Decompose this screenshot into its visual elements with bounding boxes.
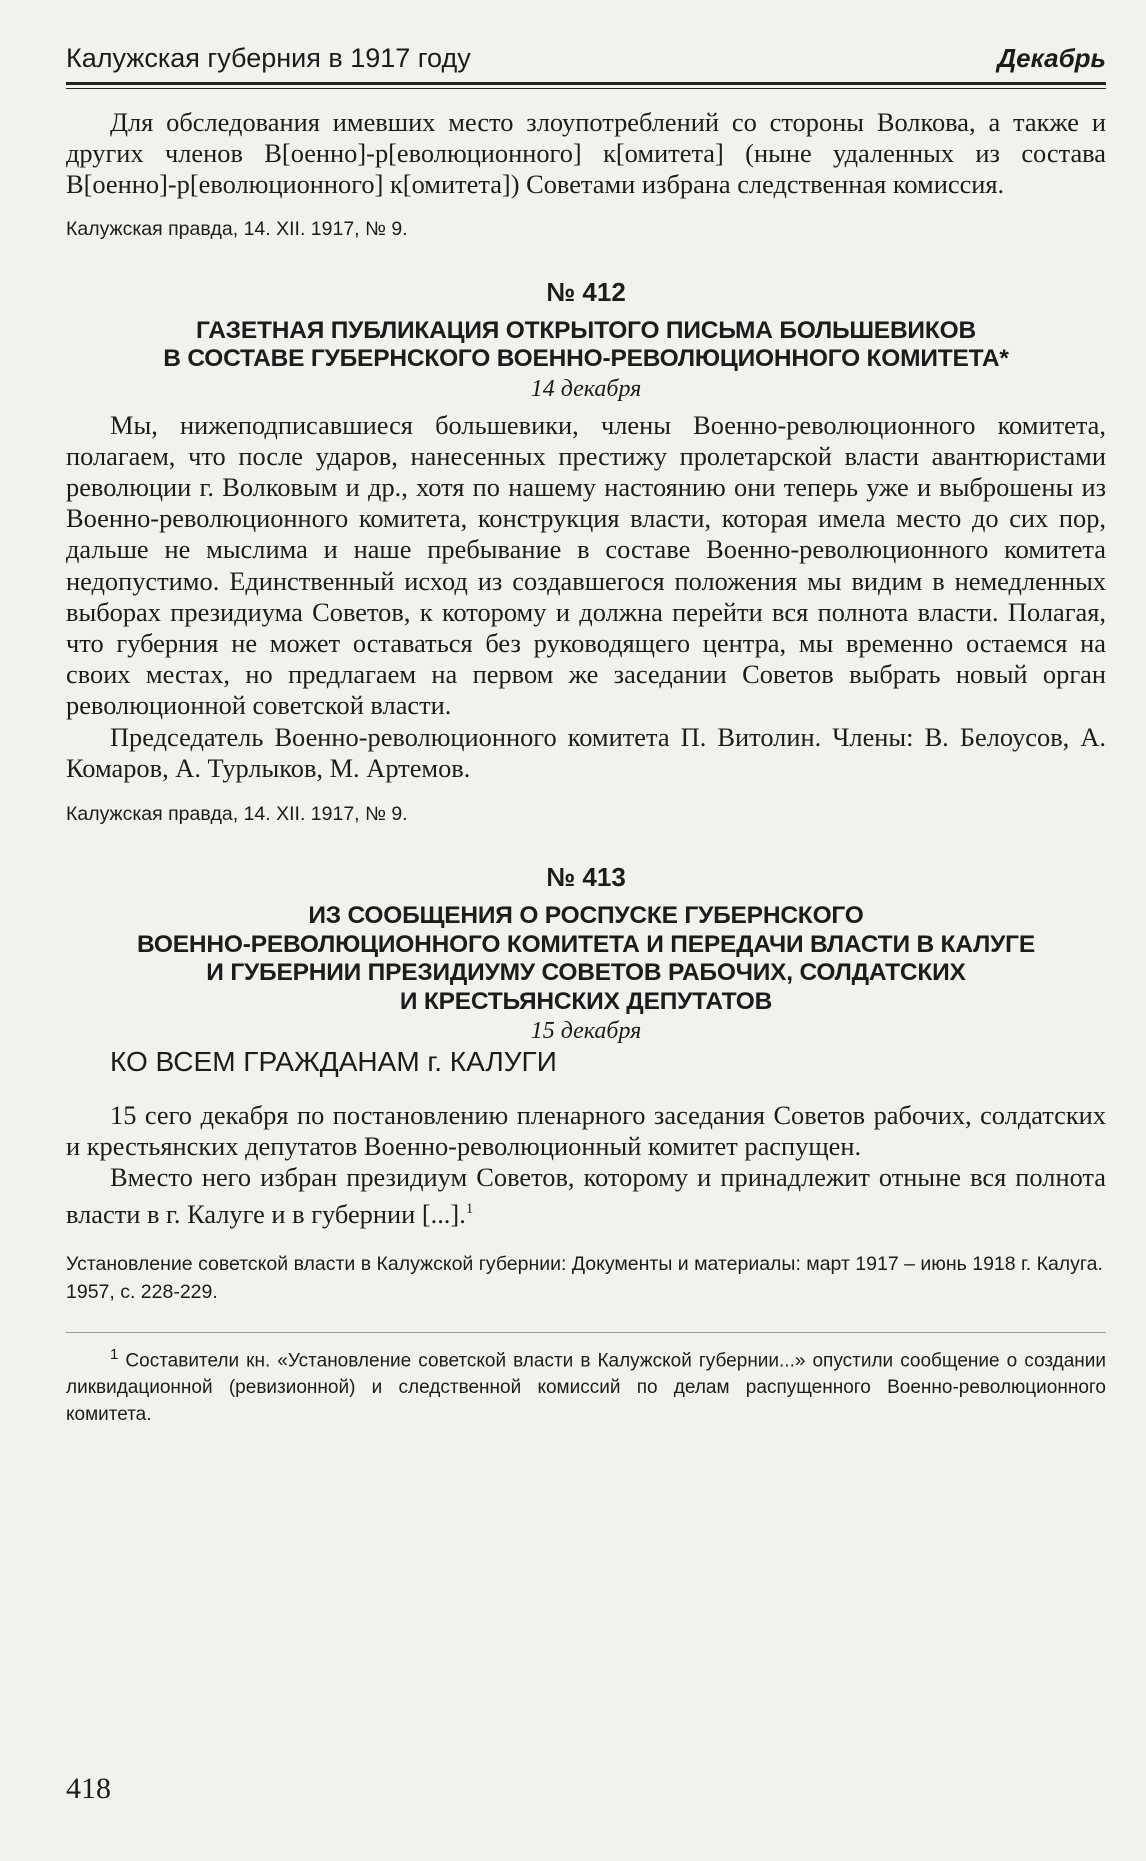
doc413-title-line3: И ГУБЕРНИИ ПРЕЗИДИУМУ СОВЕТОВ РАБОЧИХ, СОЛДАТСКИХ [206,959,966,987]
doc413-number: № 413 [546,862,626,893]
doc412-title-line2: В СОСТАВЕ ГУБЕРНСКОГО ВОЕННО-РЕВОЛЮЦИОННОГО КОМИТЕТА* [163,345,1009,373]
footnote-text: Составители кн. «Установление советской власти в Калужской губернии...» опустили сообщение о создании ликвидационной (ревизионной) и следственной комиссий по делам распущенного Военно-революционного комитета. [66,1349,1106,1425]
doc413-paragraph2-text: Вместо него избран президиум Советов, которому и принадлежит отныне вся полнота власти в г. Калуге и в губернии [...]. [66,1162,1106,1229]
doc413-paragraph2 [66,1162,1106,1229]
intro-paragraph: Для обследования имевших место злоупотреблений со стороны Волкова, а также и других членов В[оенно]-р[еволюционного] к[омитета] (ныне удаленных из состава В[оенно]-р[еволюционного] к[омитета]) Советами избрана следственная комиссия. [66,107,1106,200]
book-title: Калужская губерния в 1917 году [66,43,471,73]
footnote-ref: 1 [465,1200,474,1217]
doc413-title-line2: ВОЕННО-РЕВОЛЮЦИОННОГО КОМИТЕТА И ПЕРЕДАЧИ ВЛАСТИ В КАЛУГЕ [137,930,1035,958]
month-label: Декабрь [997,43,1106,73]
doc412-number: № 412 [546,276,626,307]
doc412-date: 14 декабря [530,375,642,402]
doc413-title-line4: И КРЕСТЬЯНСКИХ ДЕПУТАТОВ [399,987,773,1015]
doc413-date: 15 декабря [530,1018,642,1045]
intro-source: Калужская правда, 14. XII. 1917, № 9. [66,217,408,240]
doc412-paragraph1: Мы, нижеподписавшиеся большевики, члены Военно-революционного комитета, полагаем, что после ударов, нанесенных престижу пролетарской власти авантюристами революции г. Волковым и др., хотя по нашему настоянию они теперь уже и выброшены из Военно-революционного комитета, конструкция власти, которая имела место до сих пор, дальше не мыслима и наше пребывание в составе Военно-революционного комитета недопустимо. Единственный исход из создавшегося положения мы видим в немедленных выборах президиума Советов, к которому и должна перейти вся полнота власти. Полагая, что губерния не может оставаться без руководящего центра, мы временно остаемся на своих местах, но предлагаем на первом же заседании Советов выбрать новый орган революционной советской власти. [66,409,1106,721]
doc413-appeal: КО ВСЕМ ГРАЖДАНАМ г. КАЛУГИ [110,1046,557,1078]
doc413-title-line1: ИЗ СООБЩЕНИЯ О РОСПУСКЕ ГУБЕРНСКОГО [308,902,864,930]
page [66,40,1106,1428]
doc412-source: Калужская правда, 14. XII. 1917, № 9. [66,803,408,826]
footnote-marker: 1 [110,1345,119,1363]
doc412-title-line1: ГАЗЕТНАЯ ПУБЛИКАЦИЯ ОТКРЫТОГО ПИСЬМА БОЛЬШЕВИКОВ [196,316,976,344]
doc413-source: Установление советской власти в Калужской губернии: Документы и материалы: март 1917 – июнь 1918 г. Калуга. 1957, с. 228-229. [66,1252,1103,1303]
doc412-paragraph2: Председатель Военно-революционного комитета П. Витолин. Члены: В. Белоусов, А. Комаров, А. Турлыков, М. Артемов. [66,721,1106,783]
doc413-paragraph1: 15 сего декабря по постановлению пленарного заседания Советов рабочих, солдатских и крестьянских депутатов Военно-революционный комитет распущен. [66,1100,1106,1162]
footnote [66,1341,1106,1428]
running-head [66,40,1106,85]
page-number: 418 [66,1772,111,1805]
